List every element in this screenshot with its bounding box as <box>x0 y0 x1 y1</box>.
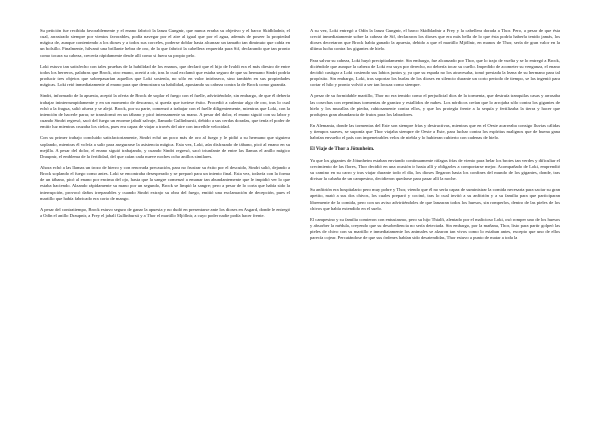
paragraph: En Alemania, donde las tormentas del Este son siempre frías y destructivas, mientras que en el Oeste acarreaba consigo lluvias cálidas y tiempos suaves, se suponía que Thor viajaba siempre de Oeste a Este, para luchar contra los espíritus malignos que de buena gana habrían envuelto el país con impenetrables velos de niebla y lo hubieran cubierto con cadenas de hielo. <box>310 123 560 141</box>
paragraph: A pesar de su formidable martillo, Thor no era temido como el perjudicial dios de la tormenta, que destruía tranquilas casas y arrasaba las cosechas con repentinas tormentas de granizo y estallidos de nubes. Los nórdicos creían que lo arrojaba sólo contra los gigantes de hielo y los murallas de piedra, rabiosamente contra ellos, y que los protegía frente a la sequía y fertilizaba la tierra y hacer que produjera gran abundancia de frutos para los labradores. <box>310 93 560 117</box>
paragraph: Sindri, informado de la apuesta, aceptó la oferta de Brock de soplar el fuego con el fuelle, advirtiéndole, sin embargo, de que él debería trabajar ininterrumpidamente y en un momento de descanso, si quería que tuviese éxito. Procedió a calentar algo de oro, tras lo cual echó a la fragua, salió afuera y se alejó. Brock, por su parte, comenzó a trabajar con el fuelle diligentemente, mientras que Loki, con la intención de hacerle parar, se transformó en un tábano y picó intensamente su mano. A pesar del dolor, el enano siguió con su labor y cuando Sindri regresó, sacó del fuego un enorme jabalí salvaje, llamado Gullinbursti, debido a sus cerdas doradas, que tenía el poder de emitir luz mientras cruzaba los cielos, pues era capaz de viajar a través del aire con increíble velocidad. <box>40 93 290 130</box>
paragraph: A su vez, Loki entregó a Odín la lanza Gungnir, el barco Skidbladnir a Frey y la cabellera dorada a Thor. Pero, a pesar de que ésta creció inmediatamente sobre la cabeza de Sif, declararon los dioses que era más bella de lo que ésta podría haberla tenido jamás, los dioses decretaron que Brock había ganado la apuesta, debido a que el martillo Mjöllnir, en manos de Thor, sería de gran valor en la última lucha contra los gigantes de hielo. <box>310 28 560 52</box>
right-column <box>310 28 560 410</box>
paragraph: El campesino y su familia comieron con entusiasmo, pero su hijo Thialfi, alentado por el malicioso Loki, osó romper uno de los huesos y absorber la médula, creyendo que su desobediencia no sería detectada. Sin embargo, por la mañana, Thor, listo para partir golpeó las pieles de chivo con su martillo e inmediatamente los animales se alzaron tan vivos como lo estaban antes, excepto que uno de ellos parecía cojear. Percatándose de que sus órdenes habían sido desatendidas, Thor estuvo a punto de matar a toda la <box>310 216 560 241</box>
paragraph: Su anfitrión era hospitalario pero muy pobre y Thor, viendo que él no sería capaz de suministrar la comida necesaria para saciar su gran apetito, mató a sus dos chivos, los cuales preparó y cocinó, tras lo cual invitó a su anfitrión y a su familia para que participaran libremente de la comida, pero con un aviso advirtiéndoles de que lanzaran todos los huesos, sin romperlos, dentro de las pieles de los chivos que había extendido en el suelo. <box>310 187 560 211</box>
paragraph: Loki estuvo tan satisfecho con tales pruebas de la habilidad de los enanos, que declaró que el hijo de Ivaldi era el más diestro de entre todos los herreros, palabras que Brock, otro enano, acertó a oír, tras lo cual exclamó que estaba seguro de que su hermano Sindri podría producir tres objetos que sobrepasarían aquellos que Loki sostenía, no sólo en valor intrínseco, sino también en sus propiedades mágicas. Loki retó inmediatamente al enano para que demostrara su habilidad, apostando su cabeza contra la de Brock como garantía. <box>40 63 290 88</box>
paragraph: Su petición fue recibida favorablemente y el enano fabricó la lanza Gungnir, que nunca erraba su objetivo y el barco Skidbladnir, el cual, arrastrado siempre por vientos favorables, podía navegar por el aire al igual que por el agua, además de poseer la propiedad mágica de, aunque conteniendo a los dioses y a todos sus corceles, poderse doblar hasta alcanzar un tamaño tan diminuto que cabía en un bolsillo. Finalmente, hilvanó una brillante hebra de oro, de la que fabricó la cabellera requerida para Sif, declarando que tan pronto como tocara su cabeza, crecería rápidamente desde allí como si fuera su propio pelo. <box>40 28 290 58</box>
paragraph: Con su primer trabajo concluido satisfactoriamente, Sindri echó un poco más de oro al fuego y le pidió a su hermano que siguiera soplando, mientras él volvía a salir para asegurarse la asistencia mágica. Esta vez, Loki, aún disfrazado de tábano, picó al enano en su mejilla. A pesar del dolor, el enano siguió trabajando, y cuando Sindri regresó, sacó triunfante de entre las llamas el anillo mágico Draupnir, el emblema de la fertilidad, del que caían cada nueve noches ocho anillos similares. <box>40 135 290 159</box>
section-title: El Viaje de Thor a Jötunheim. <box>310 146 375 152</box>
paragraph: Ahora echó a las llamas un trozo de hierro y con renovada precaución, para no frustrar su éxito por el descuido, Sindri salió, dejando a Brock soplando el fuego como antes. Loki se encontraba desesperado y se preparó para un intento final. Esta vez, todavía con la forma de un tábano, picó al enano por encima del ojo, hasta que la sangre comenzó a emanar tan abundantemente que le impidió ver lo que estaba haciendo. Alzando rápidamente su mano por un segundo, Brock se limpió la sangre; pero a pesar de lo corta que había sido la interrupción, provocó daños irreparables y cuando Sindri extrajo su obra del fuego, emitió una exclamación de decepción, pues el martillo que había fabricado era corto de mango. <box>40 164 290 201</box>
left-column <box>40 28 290 410</box>
paragraph: Ya que los gigantes de Jötunheim estaban enviando continuamente ráfagas frías de viento para helar los brotes tan verdes y dificultar el crecimiento de las flores, Thor decidió en una ocasión ir hasta allí y obligarles a comportarse mejor. Acompañado de Loki, emprendió su camino en su carro y tras viajar durante todo el día, los dioses llegaron hasta los confines del mundo de los gigantes, donde, tras divisar la cabaña de un campesino, decidieron quedarse para pasar allí la noche. <box>310 157 560 182</box>
paragraph: A pesar del contratiempo, Brock estuvo seguro de ganar la apuesta y no dudó en presentarse ante los dioses en Asgard, donde le entregó a Odín el anillo Draupnir, a Frey el jabalí Gullinbursti y a Thor el martillo Mjöllnir, a cuyo poder nadie podía hacer frente. <box>40 206 290 219</box>
paragraph: Para salvar su cabeza, Loki huyó precipitadamente. Sin embargo, fue alcanzado por Thor, que lo trajo de vuelta y se lo entregó a Brock, diciéndole que aunque la cabeza de Loki era suya por derecho, no debería tocar su cuello. Impedido de acometer su venganza, el enano decidió castigar a Loki cosiendo sus labios juntos y, ya que su espada no los atravesaba, tomó prestada la lezna de su hermano para tal propósito. Sin embargo, Loki, tras soportar los burlas de los dioses en silencio durante un corto periodo de tiempo, se las ingenió para cortar el hilo y pronto volvió a ser tan locuaz como siempre. <box>310 57 560 88</box>
